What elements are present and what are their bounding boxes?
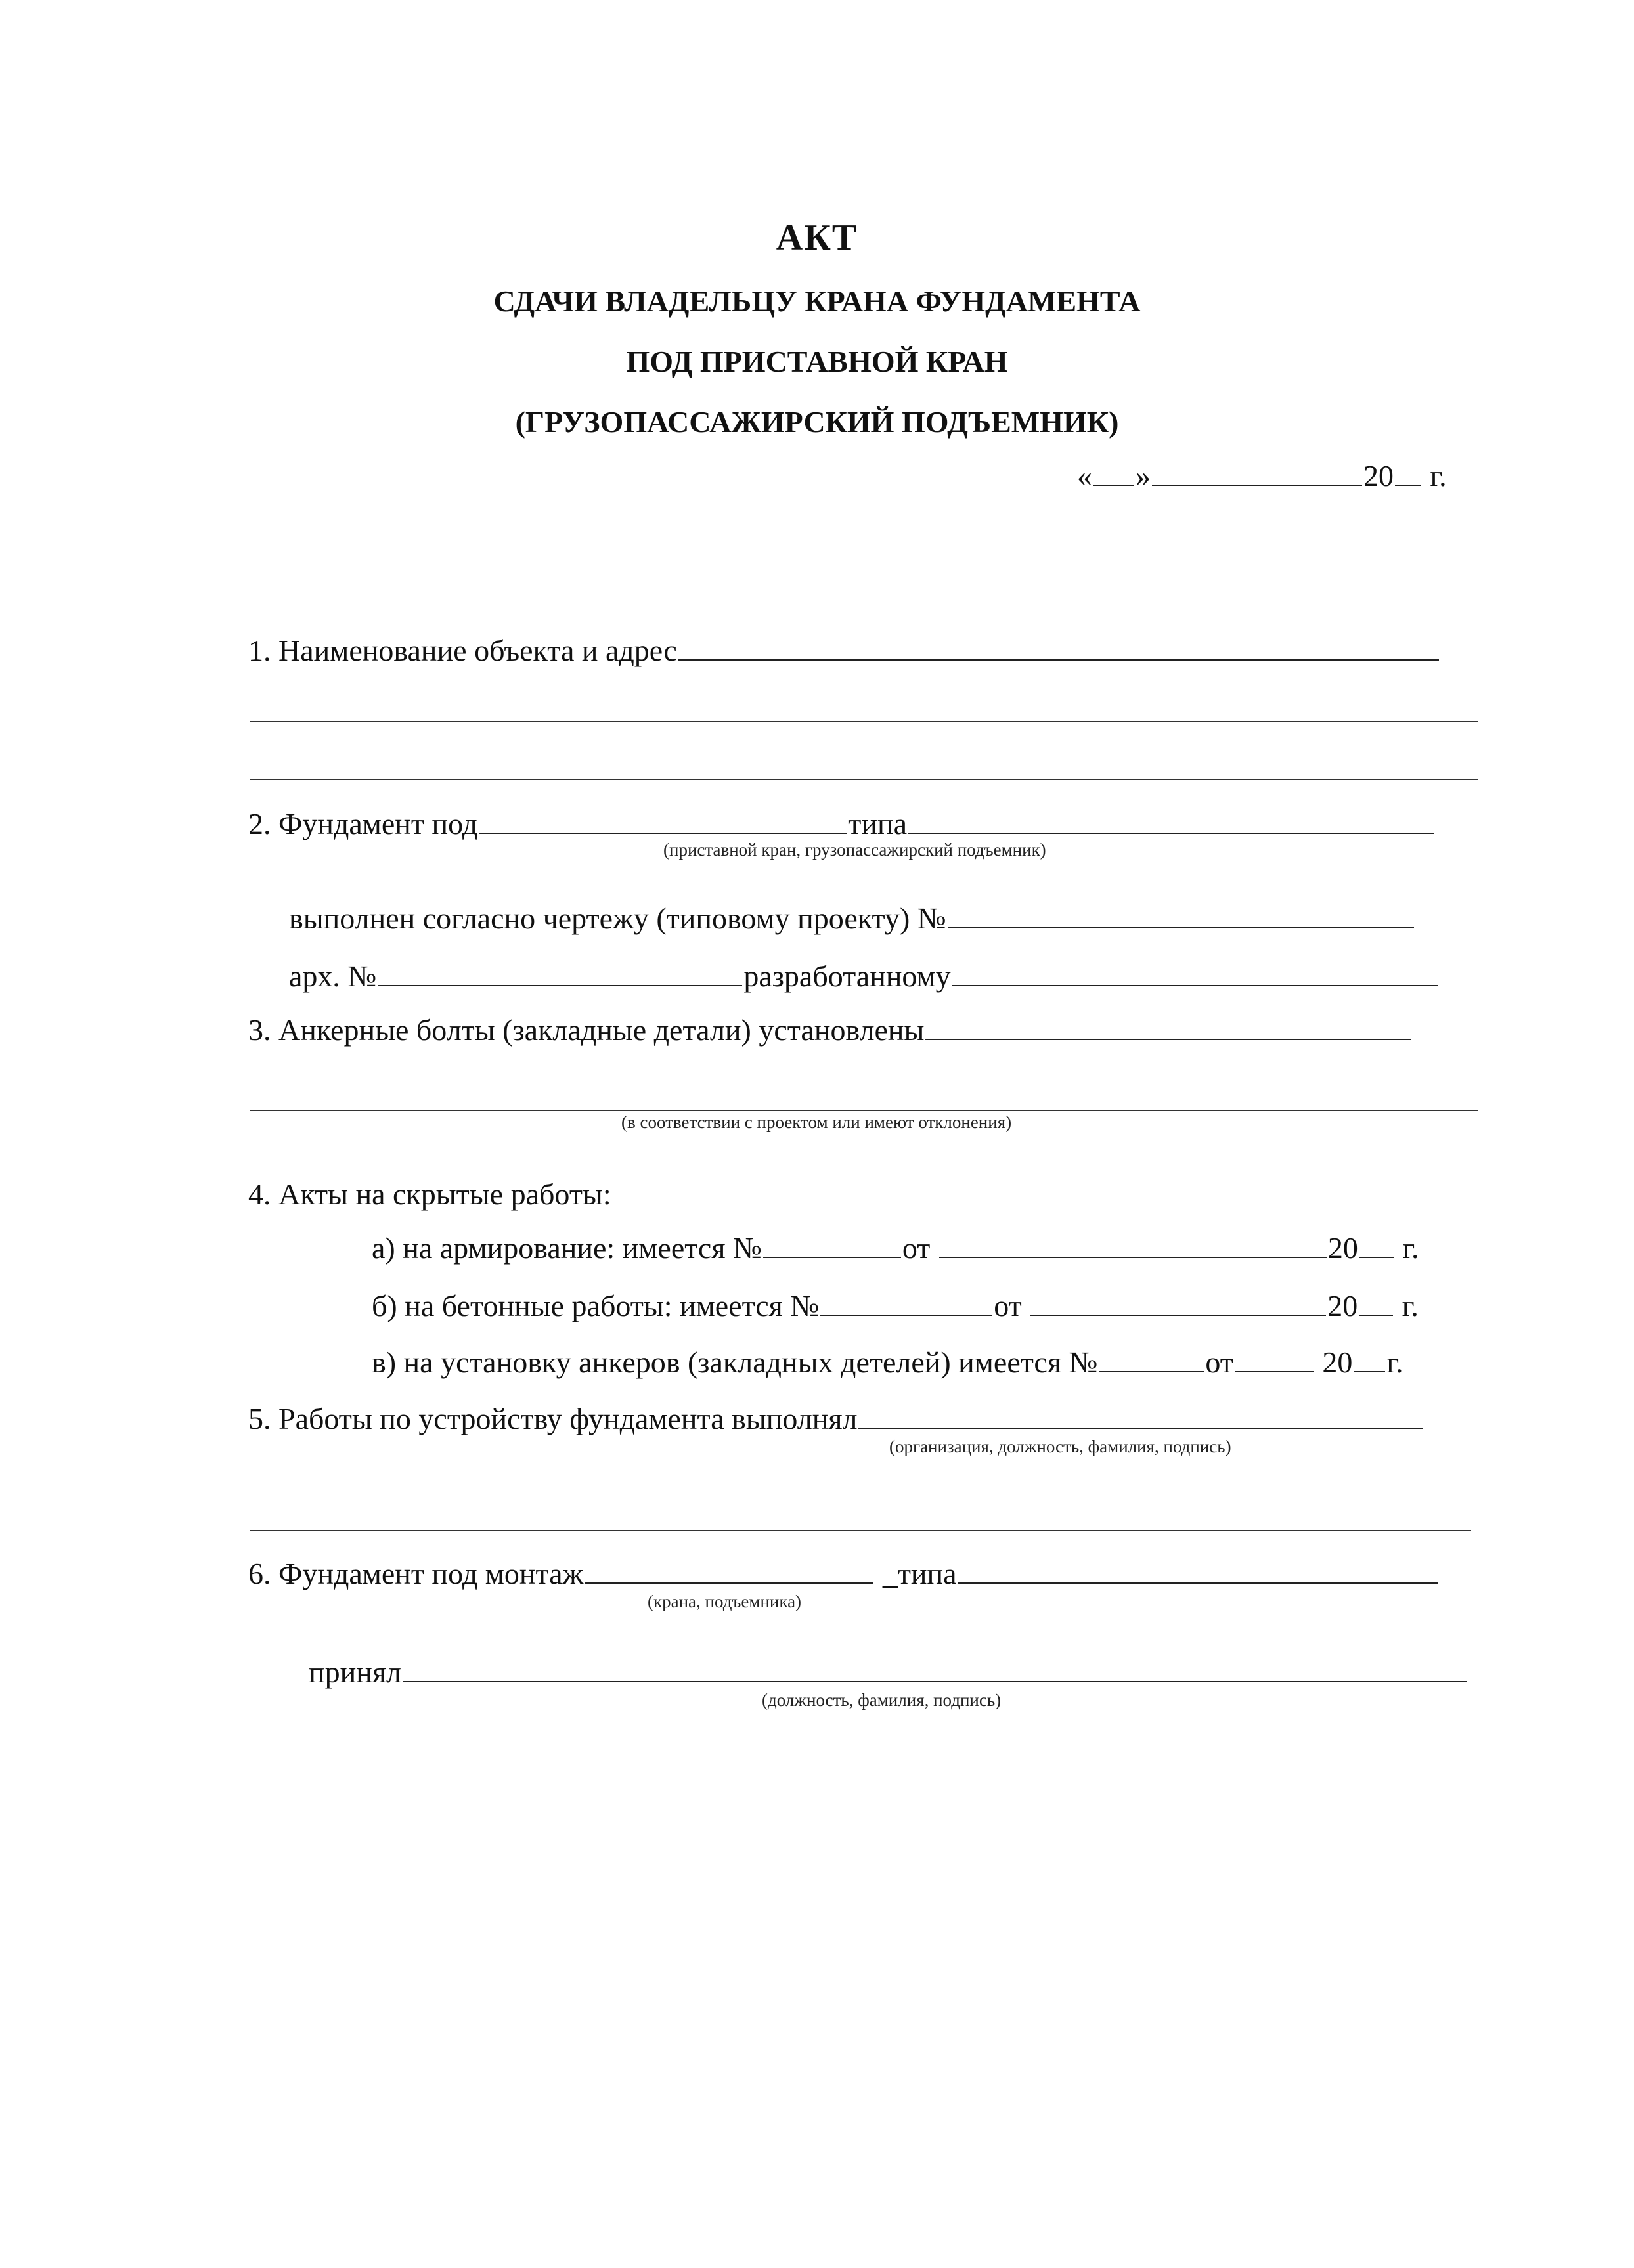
date-line (1077, 458, 1447, 493)
item-5-performer-blank[interactable] (858, 1427, 1423, 1429)
item-4a-year-blank[interactable] (1359, 1256, 1394, 1258)
item-6-type-label: _типа (882, 1557, 957, 1590)
item-2-developed-blank[interactable] (952, 984, 1438, 986)
item-1-address-line-3[interactable] (250, 779, 1478, 780)
item-4a-number-blank[interactable] (763, 1256, 901, 1258)
item-4c-date-blank[interactable] (1235, 1370, 1314, 1372)
item-3-bolts-blank[interactable] (925, 1038, 1411, 1040)
item-4c-year-suffix: г. (1386, 1345, 1403, 1379)
item-3-row (248, 1015, 1413, 1045)
item-4-label: 4. Акты на скрытые работы: (248, 1177, 611, 1211)
item-4-row (248, 1179, 611, 1210)
item-6-accepted-blank[interactable] (403, 1680, 1467, 1682)
item-6-type-blank[interactable] (958, 1582, 1438, 1584)
document-subtitle-3: (ГРУЗОПАССАЖИРСКИЙ ПОДЪЕМНИК) (515, 405, 1119, 439)
item-4b-label: б) на бетонные работы: имеется № (372, 1289, 820, 1322)
item-4a-from-label: от (902, 1231, 931, 1265)
item-2-drawing-label: выполнен согласно чертежу (типовому проекту) № (289, 902, 946, 935)
item-6-label: 6. Фундамент под монтаж (248, 1557, 584, 1590)
item-4c-row (372, 1347, 1403, 1378)
item-2-row (248, 809, 1435, 839)
item-2-label: 2. Фундамент под (248, 807, 478, 840)
item-1-row (248, 636, 1440, 666)
item-6-object-blank[interactable] (585, 1582, 873, 1584)
item-6-accepted-caption: (должность, фамилия, подпись) (762, 1690, 1002, 1710)
item-3-label: 3. Анкерные болты (закладные детали) установлены (248, 1013, 925, 1047)
item-4b-number-blank[interactable] (820, 1314, 992, 1316)
document-subtitle-2: ПОД ПРИСТАВНОЙ КРАН (626, 345, 1008, 378)
item-2-arch-label: арх. № (289, 959, 377, 993)
item-1-address-blank[interactable] (678, 659, 1439, 661)
item-1-address-line-2[interactable] (250, 721, 1478, 722)
document-title: АКТ (776, 217, 858, 258)
item-2-arch-row (289, 961, 1440, 992)
item-5-row (248, 1404, 1424, 1434)
item-4a-label: а) на армирование: имеется № (372, 1231, 762, 1265)
item-4b-from-label: от (994, 1289, 1022, 1322)
date-year-suffix: г. (1430, 459, 1447, 492)
date-month-blank[interactable] (1152, 484, 1362, 486)
item-4b-year-prefix: 20 (1327, 1289, 1358, 1322)
item-4c-from-label: от (1205, 1345, 1233, 1379)
item-4b-year-blank[interactable] (1359, 1314, 1393, 1316)
item-4b-year-suffix: г. (1402, 1289, 1419, 1322)
item-4a-row (372, 1233, 1419, 1263)
item-4c-year-blank[interactable] (1354, 1370, 1385, 1372)
item-2-type-blank[interactable] (908, 832, 1434, 834)
item-3-second-line[interactable] (250, 1110, 1478, 1111)
item-6-accepted-row (309, 1657, 1468, 1688)
item-3-caption: (в соответствии с проектом или имеют отклонения) (621, 1112, 1012, 1132)
date-open-quote: « (1077, 459, 1092, 492)
item-5-caption: (организация, должность, фамилия, подпись) (889, 1437, 1231, 1456)
item-6-accepted-label: принял (309, 1655, 401, 1689)
item-5-label: 5. Работы по устройству фундамента выполнял (248, 1402, 858, 1435)
document-subtitle-1: СДАЧИ ВЛАДЕЛЬЦУ КРАНА ФУНДАМЕНТА (493, 284, 1141, 318)
item-4c-label: в) на установку анкеров (закладных детелей) имеется № (372, 1345, 1098, 1379)
item-2-caption: (приставной кран, грузопассажирский подъемник) (663, 840, 1046, 860)
item-4c-number-blank[interactable] (1099, 1370, 1204, 1372)
date-year-blank[interactable] (1395, 484, 1421, 486)
item-6-row (248, 1559, 1439, 1589)
item-4a-year-prefix: 20 (1327, 1231, 1358, 1265)
item-2-type-label: типа (848, 807, 907, 840)
item-2-drawing-blank[interactable] (948, 927, 1414, 928)
item-2-arch-blank[interactable] (378, 984, 742, 986)
item-2-drawing-row (289, 904, 1415, 934)
item-4b-row (372, 1291, 1419, 1321)
item-4b-date-blank[interactable] (1030, 1314, 1326, 1316)
item-4c-year-prefix: 20 (1322, 1345, 1353, 1379)
item-2-object-blank[interactable] (479, 832, 847, 834)
date-year-prefix: 20 (1363, 459, 1394, 492)
item-1-label: 1. Наименование объекта и адрес (248, 634, 677, 667)
item-4a-date-blank[interactable] (939, 1256, 1327, 1258)
date-close-quote: » (1136, 459, 1151, 492)
item-4a-year-suffix: г. (1402, 1231, 1419, 1265)
item-5-second-line[interactable] (250, 1530, 1471, 1531)
item-2-developed-label: разработанному (743, 959, 951, 993)
item-6-caption: (крана, подъемника) (648, 1592, 802, 1611)
date-day-blank[interactable] (1093, 484, 1134, 486)
